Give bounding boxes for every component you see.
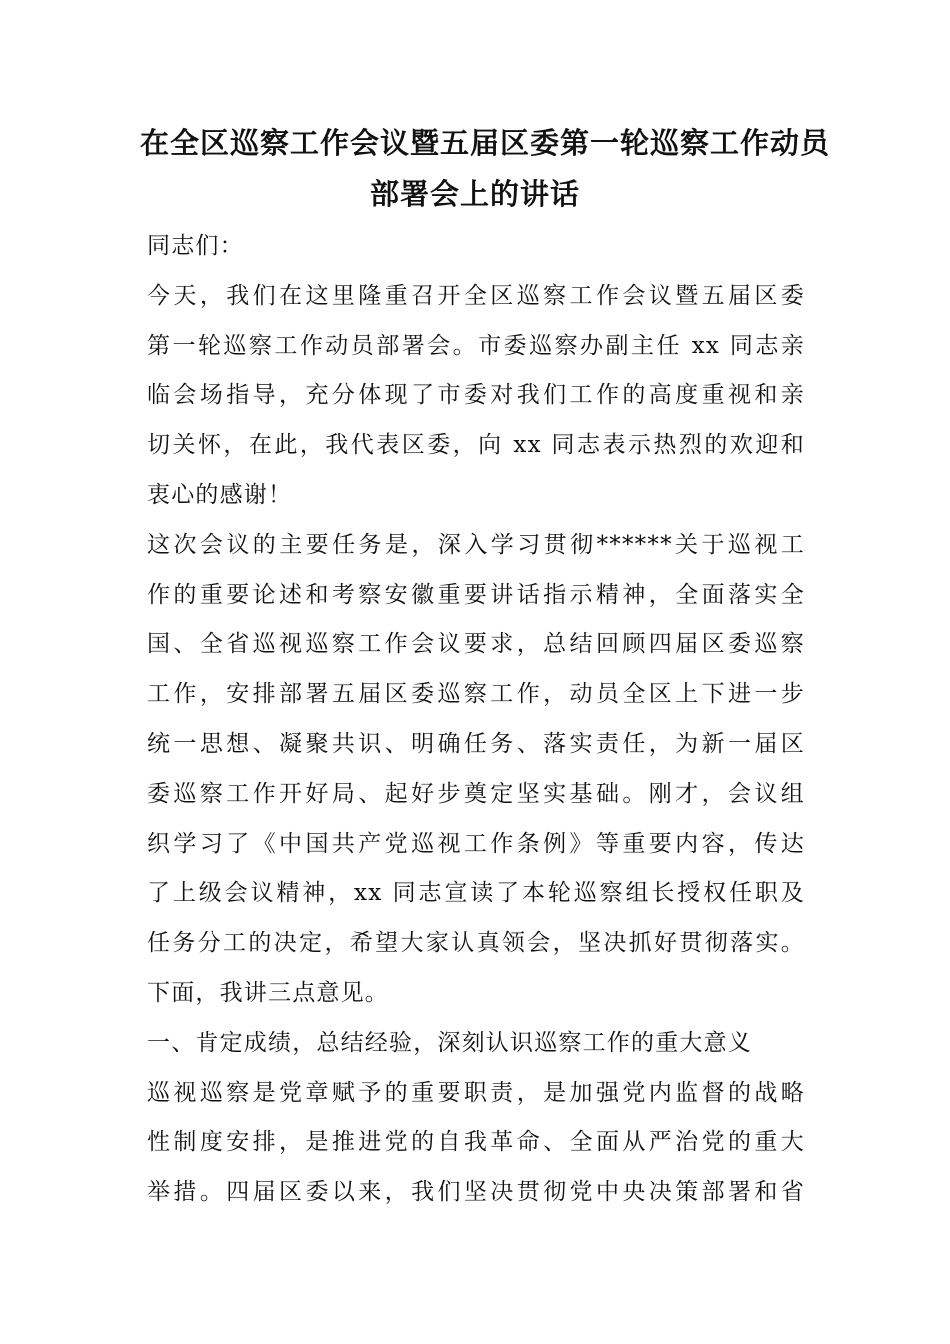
text-line: 国、全省巡视巡察工作会议要求，总结回顾四届区委巡察 bbox=[147, 631, 805, 658]
text-line: 切关怀，在此，我代表区委，向 xx 同志表示热烈的欢迎和 bbox=[147, 432, 805, 459]
text-line: 任务分工的决定，希望大家认真领会，坚决抓好贯彻落实。 bbox=[147, 930, 805, 957]
text-line: 了上级会议精神，xx 同志宣读了本轮巡察组长授权任职及 bbox=[147, 880, 805, 907]
text-line: 性制度安排，是推进党的自我革命、全面从严治党的重大 bbox=[147, 1129, 805, 1156]
document-title bbox=[140, 118, 831, 220]
document-body bbox=[147, 222, 805, 1218]
title-line-2: 部署会上的讲话 bbox=[369, 177, 580, 211]
text-line: 巡视巡察是党章赋予的重要职责，是加强党内监督的战略 bbox=[147, 1079, 805, 1106]
text-line: 临会场指导，充分体现了市委对我们工作的高度重视和亲 bbox=[147, 382, 805, 409]
title-line-1: 在全区巡察工作会议暨五届区委第一轮巡察工作动员 bbox=[140, 126, 831, 160]
text-line: 这次会议的主要任务是，深入学习贯彻******关于巡视工 bbox=[147, 531, 805, 558]
text-line: 第一轮巡察工作动员部署会。市委巡察办副主任 xx 同志亲 bbox=[147, 332, 805, 359]
text-line: 举措。四届区委以来，我们坚决贯彻党中央决策部署和省 bbox=[147, 1179, 805, 1206]
text-line: 一、肯定成绩，总结经验，深刻认识巡察工作的重大意义 bbox=[147, 1029, 752, 1056]
text-line: 今天，我们在这里隆重召开全区巡察工作会议暨五届区委 bbox=[147, 282, 805, 309]
text-line: 统一思想、凝聚共识、明确任务、落实责任，为新一届区 bbox=[147, 730, 805, 757]
text-line: 同志们： bbox=[147, 233, 244, 259]
text-line: 织学习了《中国共产党巡视工作条例》等重要内容，传达 bbox=[147, 830, 805, 857]
text-line: 工作，安排部署五届区委巡察工作，动员全区上下进一步 bbox=[147, 681, 805, 708]
text-line: 作的重要论述和考察安徽重要讲话指示精神，全面落实全 bbox=[147, 581, 805, 608]
text-line: 委巡察工作开好局、起好步奠定坚实基础。刚才，会议组 bbox=[147, 780, 805, 807]
text-line: 衷心的感谢！ bbox=[147, 481, 293, 508]
text-line: 下面，我讲三点意见。 bbox=[147, 979, 389, 1006]
